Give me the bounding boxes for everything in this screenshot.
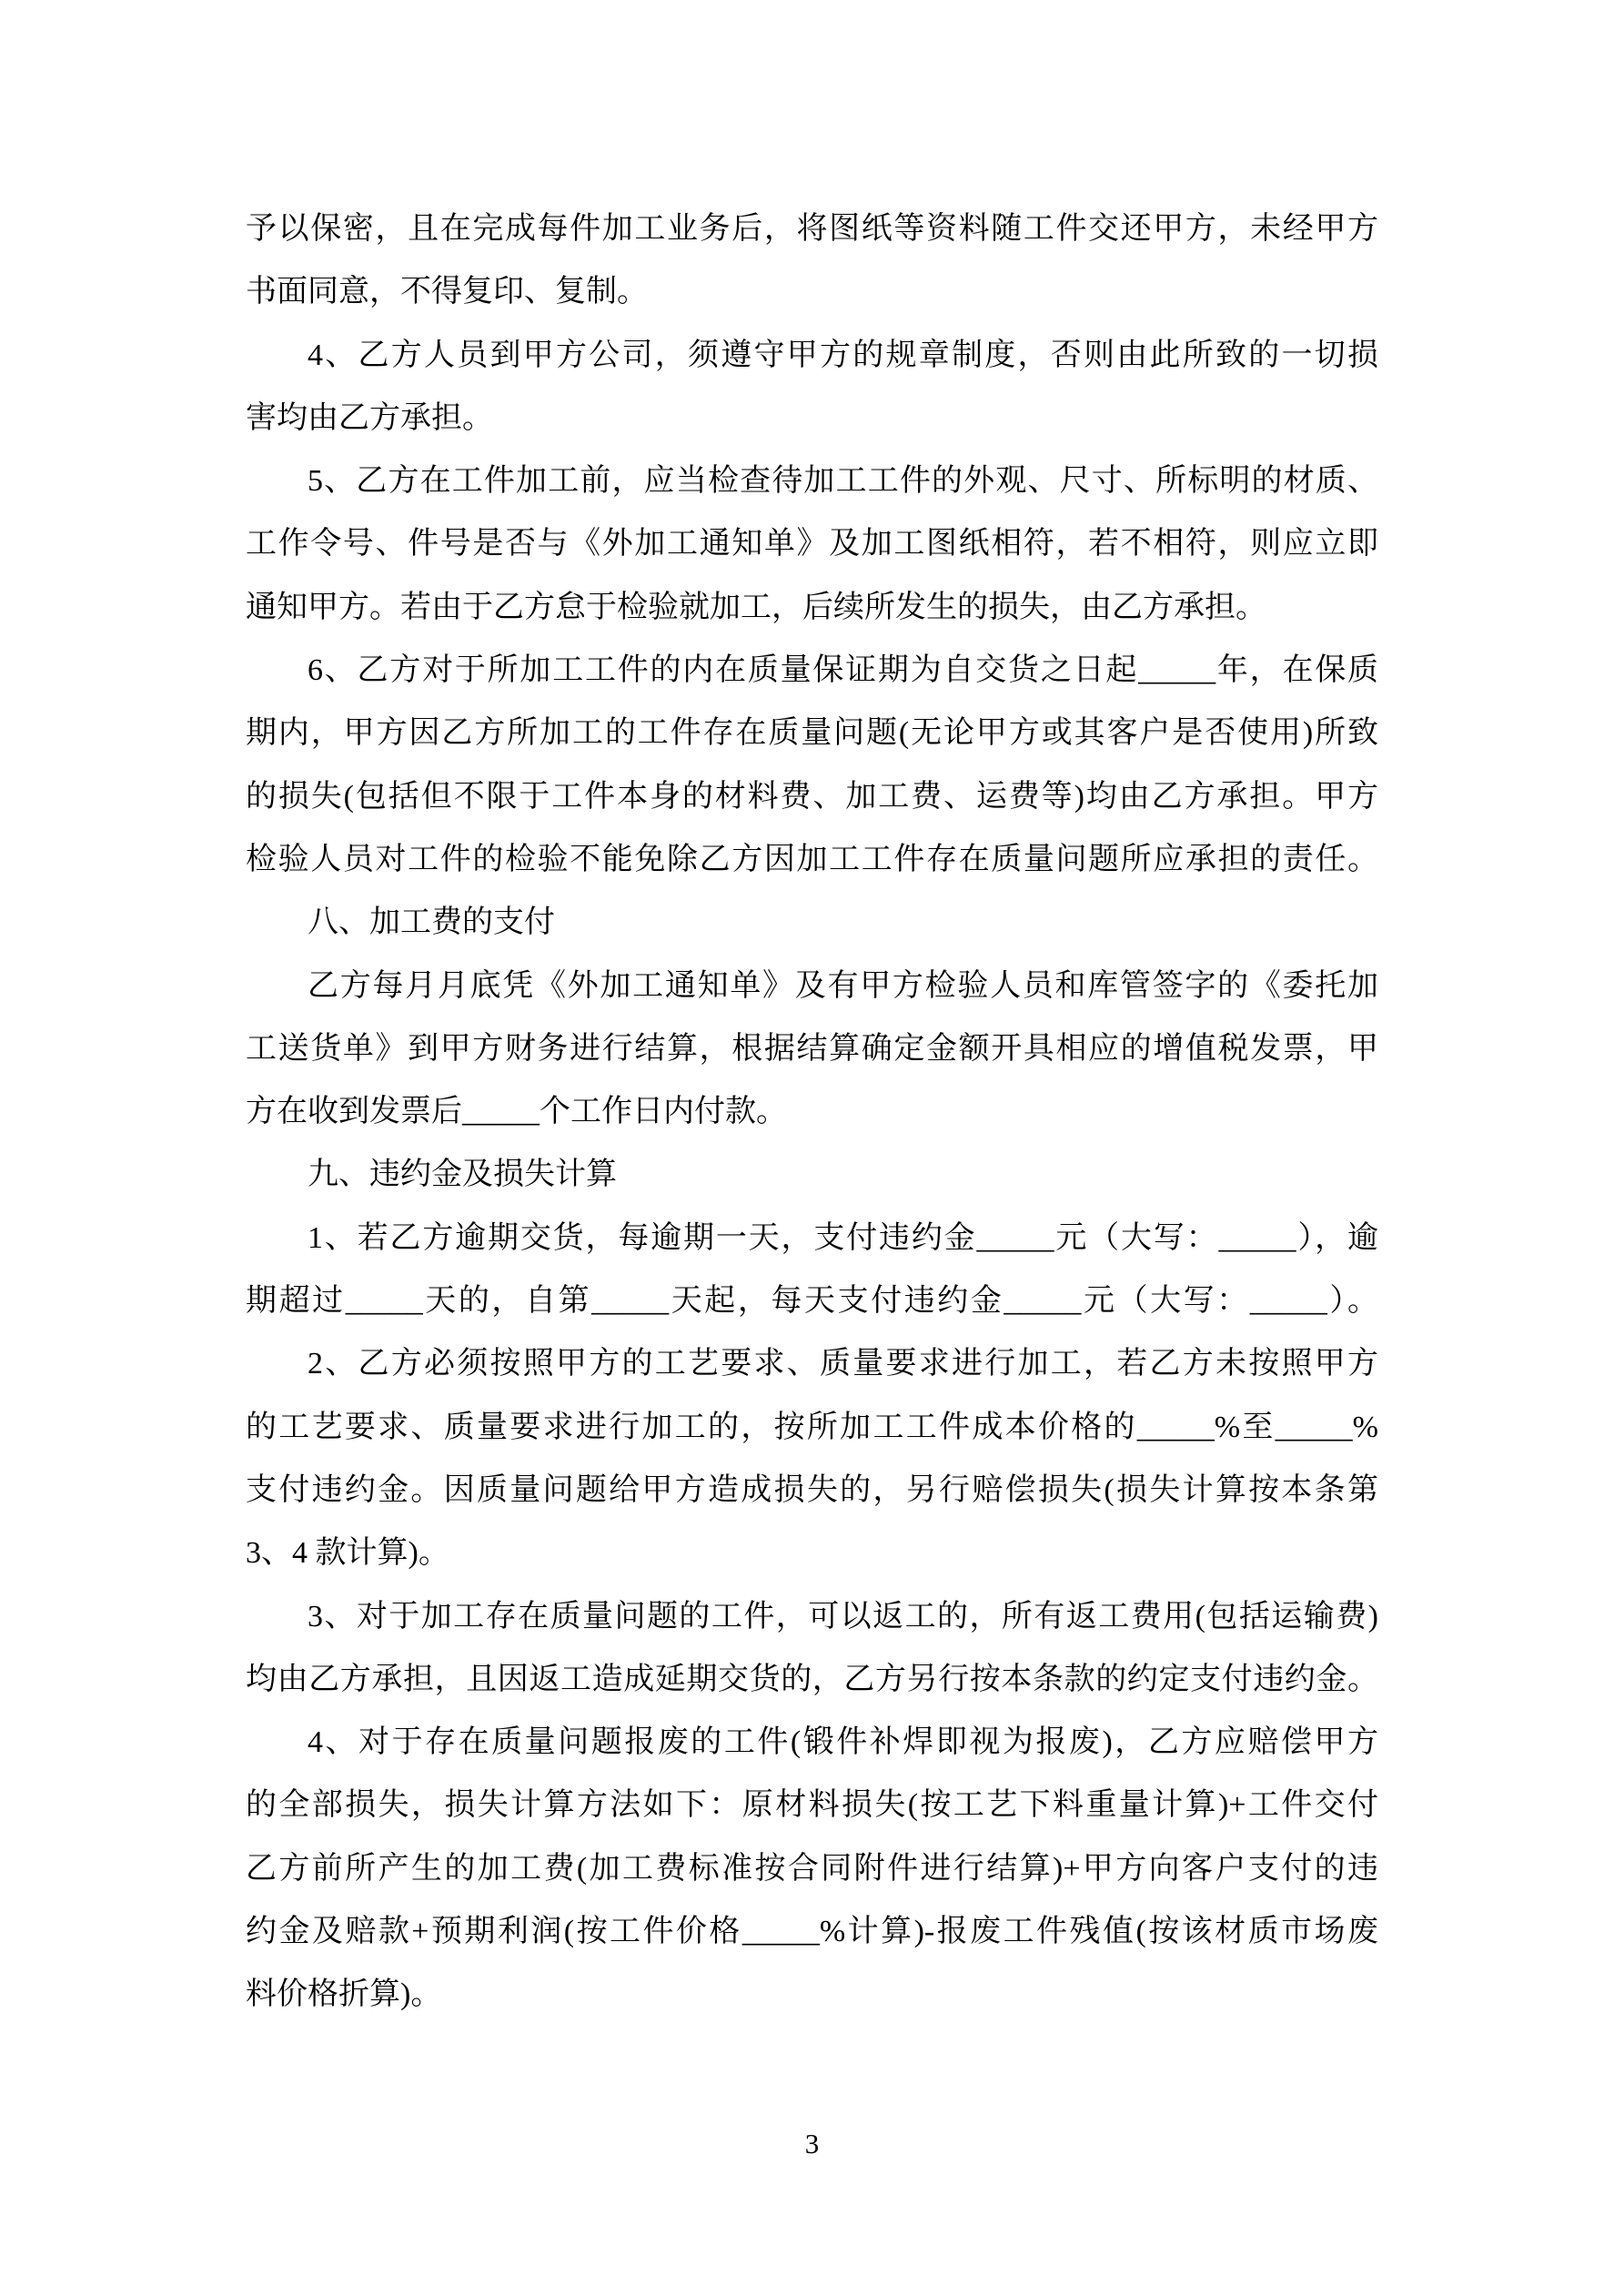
text-line: 害均由乙方承担。 (246, 400, 493, 435)
text-line: 6、乙方对于所加工工件的内在质量保证期为自交货之日起_____年，在保质 (308, 653, 1378, 688)
text-line: 2、乙方必须按照甲方的工艺要求、质量要求进行加工，若乙方未按照甲方 (308, 1347, 1378, 1381)
text-line: 方在收到发票后_____个工作日内付款。 (246, 1095, 787, 1129)
section-heading: 八、加工费的支付 (308, 905, 555, 940)
text-line: 予以保密，且在完成每件加工业务后，将图纸等资料随工件交还甲方，未经甲方 (246, 212, 1378, 246)
text-line: 的工艺要求、质量要求进行加工的，按所加工工件成本价格的_____%至_____% (246, 1410, 1378, 1444)
text-line: 书面同意，不得复印、复制。 (246, 275, 648, 309)
text-line: 料价格折算)。 (246, 1977, 442, 2012)
text-line: 工作令号、件号是否与《外加工通知单》及加工图纸相符，若不相符，则应立即 (246, 527, 1378, 561)
text-line: 的全部损失，损失计算方法如下：原材料损失(按工艺下料重量计算)+工件交付 (246, 1788, 1378, 1823)
text-line: 1、若乙方逾期交货，每逾期一天，支付违约金_____元（大写：_____），逾 (308, 1220, 1378, 1255)
text-line: 5、乙方在工件加工前，应当检查待加工工件的外观、尺寸、所标明的材质、 (308, 464, 1378, 499)
text-line: 检验人员对工件的检验不能免除乙方因加工工件存在质量问题所应承担的责任。 (246, 842, 1378, 876)
text-line: 期内，甲方因乙方所加工的工件存在质量问题(无论甲方或其客户是否使用)所致 (246, 716, 1378, 751)
text-line: 3、4 款计算)。 (246, 1536, 449, 1571)
text-line: 支付违约金。因质量问题给甲方造成损失的，另行赔偿损失(损失计算按本条第 (246, 1472, 1378, 1507)
document-body (246, 197, 1378, 2027)
text-line: 乙方每月月底凭《外加工通知单》及有甲方检验人员和库管签字的《委托加 (308, 968, 1378, 1003)
text-line: 3、对于加工存在质量问题的工件，可以返工的，所有返工费用(包括运输费) (308, 1599, 1378, 1633)
text-line: 4、乙方人员到甲方公司，须遵守甲方的规章制度，否则由此所致的一切损 (308, 338, 1378, 372)
text-line: 约金及赔款+预期利润(按工件价格_____%计算)-报废工件残值(按该材质市场废 (246, 1915, 1378, 1949)
text-line: 均由乙方承担，且因返工造成延期交货的，乙方另行按本条款的约定支付违约金。 (246, 1662, 1378, 1696)
text-line: 的损失(包括但不限于工件本身的材料费、加工费、运费等)均由乙方承担。甲方 (246, 779, 1378, 814)
text-line: 工送货单》到甲方财务进行结算，根据结算确定金额开具相应的增值税发票，甲 (246, 1031, 1378, 1066)
text-line: 期超过_____天的，自第_____天起，每天支付违约金_____元（大写：_____）。 (246, 1284, 1378, 1319)
text-line: 乙方前所产生的加工费(加工费标准按合同附件进行结算)+甲方向客户支付的违 (246, 1851, 1378, 1886)
section-heading: 九、违约金及损失计算 (308, 1158, 617, 1192)
text-line: 4、对于存在质量问题报废的工件(锻件补焊即视为报废)，乙方应赔偿甲方 (308, 1725, 1378, 1760)
text-line: 通知甲方。若由于乙方怠于检验就加工，后续所发生的损失，由乙方承担。 (246, 590, 1266, 624)
page-number: 3 (804, 2128, 820, 2159)
